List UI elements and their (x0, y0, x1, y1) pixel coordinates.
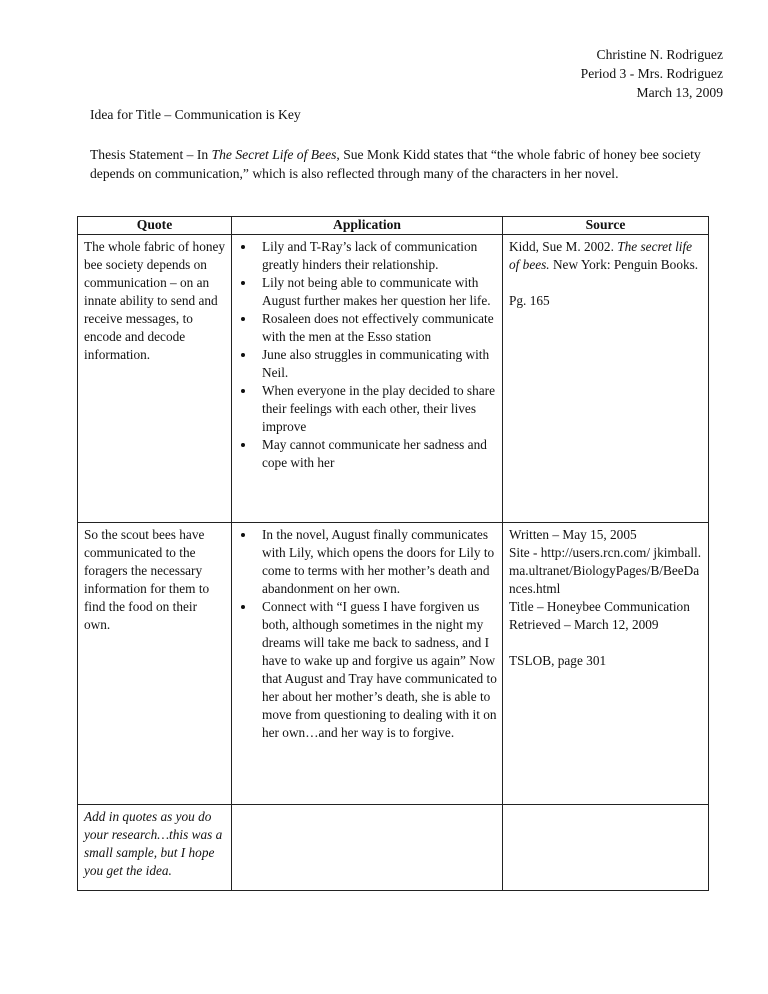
table-row (78, 523, 709, 805)
citation-publisher: New York: Penguin Books. (549, 257, 699, 272)
citation-title: The secret life of bees. (509, 239, 693, 272)
source-retrieved: Retrieved – March 12, 2009 (509, 617, 659, 632)
citation-author: Kidd, Sue M. 2002. (509, 239, 618, 254)
table-row (78, 235, 709, 523)
application-list (238, 238, 497, 472)
thesis-prefix: Thesis Statement – In (90, 147, 212, 162)
list-item: • June also struggles in communicating with Neil. (256, 346, 497, 382)
list-item: • In the novel, August finally communicates with Lily, which opens the doors for Lily to come to terms with her mother’s death and abandonment on her own. (256, 526, 497, 598)
list-item: • When everyone in the play decided to share their feelings with each other, their lives improve (256, 382, 497, 436)
application-cell (232, 523, 503, 805)
header-application: Application (232, 217, 503, 235)
author-name: Christine N. Rodriguez (596, 47, 723, 62)
table-header-row (78, 217, 709, 235)
class-period: Period 3 - Mrs. Rodriguez (580, 66, 723, 81)
application-cell (232, 235, 503, 523)
list-item: • Connect with “I guess I have forgiven us both, although sometimes in the night my dreams will take me back to sadness, and I have to wake up and forgive us again” Now that August and Tray have communicated to her about her mother’s death, she is able to move from questioning to dealing with it on her own…and her way is to forgive. (256, 598, 497, 742)
list-item: • Rosaleen does not effectively communicate with the men at the Esso station (256, 310, 497, 346)
list-item: • Lily and T-Ray’s lack of communication greatly hinders their relationship. (256, 238, 497, 274)
source-cell (503, 235, 709, 523)
list-item: • Lily not being able to communicate with August further makes her question her life. (256, 274, 497, 310)
source-written: Written – May 15, 2005 (509, 527, 637, 542)
title-idea: Idea for Title – Communication is Key (90, 107, 301, 122)
list-item: • May cannot communicate her sadness and cope with her (256, 436, 497, 472)
quote-cell: So the scout bees have communicated to the foragers the necessary information for them to find the food on their own. (78, 523, 232, 805)
source-cell (503, 523, 709, 805)
source-cell (503, 805, 709, 891)
header-source: Source (503, 217, 709, 235)
research-table (77, 216, 709, 891)
source-title: Title – Honeybee Communication (509, 599, 690, 614)
table-row (78, 805, 709, 891)
thesis-body: , Sue Monk Kidd states that “the whole fabric of honey bee society depends on communication,” which is also reflected through many of the characters in her novel. (90, 147, 701, 181)
document-header (581, 45, 723, 102)
quote-cell: Add in quotes as you do your research…this was a small sample, but I hope you get the idea. (78, 805, 232, 891)
application-list (238, 526, 497, 742)
thesis-statement (90, 145, 720, 183)
quote-cell: The whole fabric of honey bee society depends on communication – on an innate ability to send and receive messages, to encode and decode information. (78, 235, 232, 523)
source-page: TSLOB, page 301 (509, 653, 607, 668)
citation-page: Pg. 165 (509, 293, 550, 308)
source-site: Site - http://users.rcn.com/ jkimball.ma.ultranet/BiologyPages/B/BeeDances.html (509, 545, 702, 596)
citation (509, 238, 703, 274)
header-quote: Quote (78, 217, 232, 235)
thesis-book-title: The Secret Life of Bees (211, 147, 337, 162)
application-cell (232, 805, 503, 891)
document-date: March 13, 2009 (636, 85, 723, 100)
